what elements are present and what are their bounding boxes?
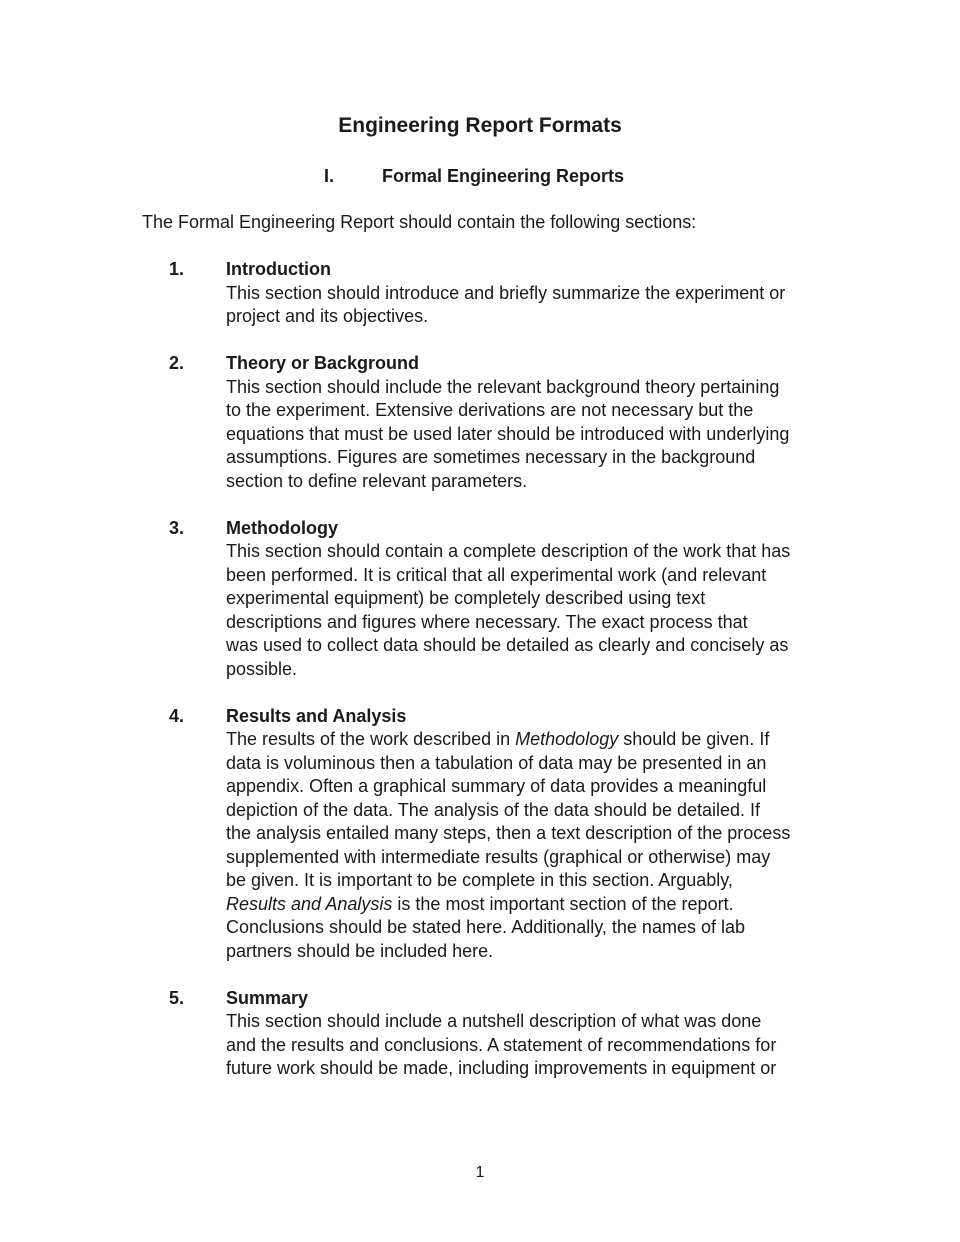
item-text-line: supplemented with intermediate results (graphical or otherwise) may: [226, 846, 771, 867]
text-run: is the most important section of the report.: [392, 893, 734, 914]
section-item-summary: [0, 987, 960, 1081]
item-title: Introduction: [226, 259, 331, 279]
item-text-line: experimental equipment) be completely described using text: [226, 588, 706, 608]
intro-paragraph: The Formal Engineering Report should contain the following sections:: [142, 212, 697, 232]
item-title: Summary: [226, 987, 309, 1008]
section-heading: [0, 164, 960, 188]
item-text-line: equations that must be used later should be introduced with underlying: [226, 423, 790, 444]
item-body: [226, 258, 826, 329]
item-text-line: partners should be included here.: [226, 940, 494, 961]
page-number: 1: [475, 1164, 485, 1181]
item-body: [226, 987, 826, 1081]
section-item-introduction: [0, 258, 960, 329]
item-text-line: depiction of the data. The analysis of the data should be detailed. If: [226, 799, 761, 820]
item-text-line: This section should contain a complete description of the work that has: [226, 541, 791, 561]
item-text-line: descriptions and figures where necessary. The exact process that: [226, 611, 748, 632]
section-heading-text: Formal Engineering Reports: [382, 166, 625, 186]
item-text-line: be given. It is important to be complete in this section. Arguably,: [226, 870, 733, 890]
text-run: The results of the work described in: [226, 729, 516, 749]
item-number: 4.: [169, 705, 185, 726]
italic-term-methodology: Methodology: [515, 729, 619, 749]
item-text-line: Conclusions should be stated here. Additionally, the names of lab: [226, 917, 745, 937]
item-text-line: future work should be made, including improvements in equipment or: [226, 1058, 777, 1078]
item-number: 1.: [169, 259, 185, 279]
item-text-line: section to define relevant parameters.: [226, 470, 528, 491]
item-text-line: to the experiment. Extensive derivations are not necessary but the: [226, 400, 754, 420]
document-title: Engineering Report Formats: [338, 114, 622, 137]
section-numeral: I.: [324, 166, 335, 186]
item-text-line: This section should include a nutshell description of what was done: [226, 1011, 762, 1031]
item-text-line: [226, 893, 826, 917]
item-text-line: This section should introduce and briefly summarize the experiment or: [226, 282, 786, 303]
item-text-line: appendix. Often a graphical summary of data provides a meaningful: [226, 776, 767, 796]
item-text-line: This section should include the relevant background theory pertaining: [226, 376, 780, 397]
item-text-line: project and its objectives.: [226, 306, 429, 326]
item-text-line: data is voluminous then a tabulation of data may be presented in an: [226, 752, 767, 773]
item-text-line: assumptions. Figures are sometimes necessary in the background: [226, 447, 756, 467]
section-item-results: [0, 705, 960, 964]
item-text-line: was used to collect data should be detailed as clearly and concisely as: [226, 635, 789, 655]
item-title: Theory or Background: [226, 353, 420, 373]
sections-list: [0, 258, 960, 1104]
section-item-theory: [0, 352, 960, 493]
text-run: should be given. If: [618, 729, 770, 749]
item-body: [226, 352, 826, 493]
item-number: 3.: [169, 517, 185, 538]
section-item-methodology: [0, 517, 960, 682]
item-number: 2.: [169, 353, 185, 373]
item-text-line: possible.: [226, 658, 298, 679]
item-text-line: the analysis entailed many steps, then a text description of the process: [226, 823, 791, 843]
item-title: Results and Analysis: [226, 705, 407, 726]
italic-term-results-and-analysis: Results and Analysis: [226, 893, 393, 914]
item-text-line: [226, 728, 826, 752]
item-body: [226, 517, 826, 682]
item-number: 5.: [169, 987, 185, 1008]
item-body: [226, 705, 826, 964]
item-title: Methodology: [226, 517, 338, 538]
item-text-line: and the results and conclusions. A statement of recommendations for: [226, 1034, 777, 1055]
item-text-line: been performed. It is critical that all experimental work (and relevant: [226, 564, 767, 585]
